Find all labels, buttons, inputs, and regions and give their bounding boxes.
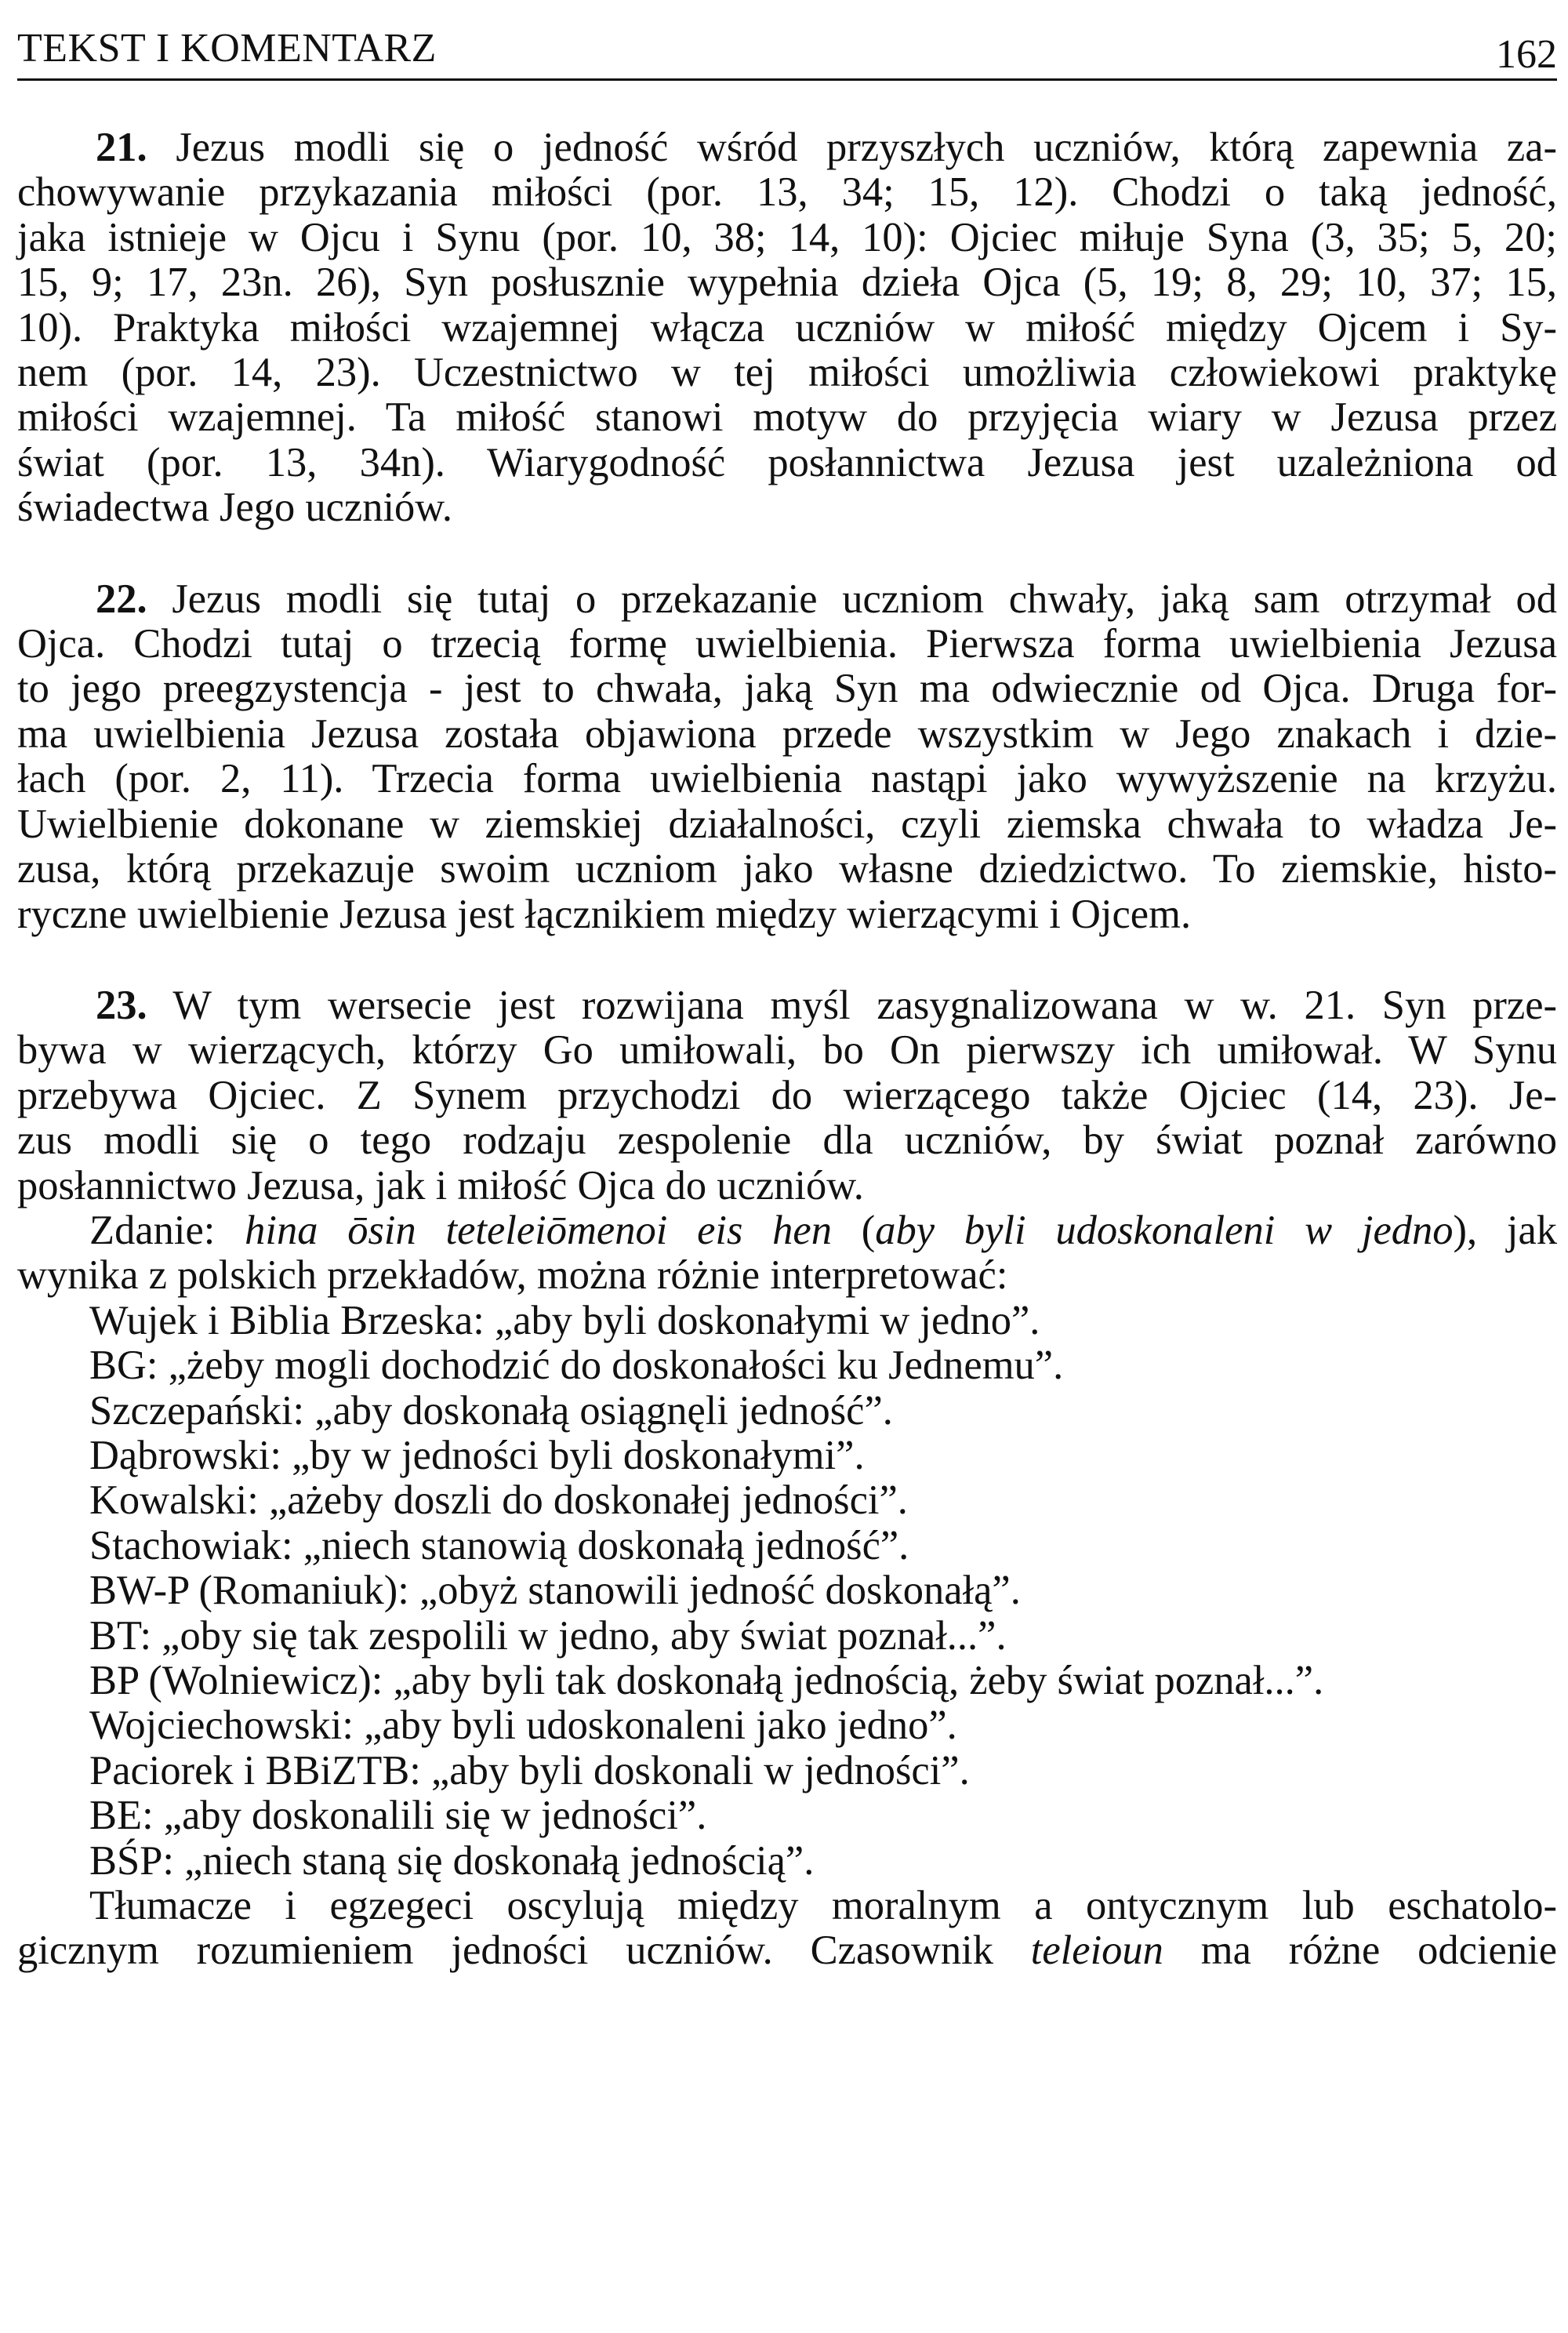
text-line: Tłumacze i egzegeci oscylują między moralnym a ontycznym lub eschatolo- [89, 1883, 1557, 1929]
translation-item: BP (Wolniewicz): „aby byli tak doskonałą jednością, żeby świat poznał...”. [89, 1658, 1324, 1703]
text-line: 10). Praktyka miłości wzajemnej włącza uczniów w miłość między Ojcem i Sy- [17, 304, 1557, 351]
verse-number: 21. [96, 125, 147, 170]
greek-phrase: hina ōsin teteleiōmenoi eis hen [245, 1207, 832, 1253]
text-line: 23. W tym wersecie jest rozwijana myśl zasygnalizowana w w. 21. Syn prze- [96, 982, 1557, 1028]
text-line: gicznym rozumieniem jedności uczniów. Czasownik teleioun ma różne odcienie [17, 1928, 1557, 1974]
text-line: Ojca. Chodzi tutaj o trzecią formę uwielbienia. Pierwsza forma uwielbienia Jezusa [17, 621, 1557, 667]
text-line: ma uwielbienia Jezusa została objawiona przede wszystkim w Jego znakach i dzie- [17, 710, 1557, 757]
translation-item: Paciorek i BBiZTB: „aby byli doskonali w jedności”. [89, 1747, 970, 1793]
text-line: nem (por. 14, 23). Uczestnictwo w tej miłości umożliwia człowiekowi praktykę [17, 350, 1557, 396]
translation-item: BG: „żeby mogli dochodzić do doskonałości ku Jednemu”. [89, 1343, 1064, 1389]
text-line: chowywanie przykazania miłości (por. 13, 34; 15, 12). Chodzi o taką jedność, [17, 169, 1557, 216]
text-line: świadectwa Jego uczniów. [17, 485, 452, 531]
text-line: 21. Jezus modli się o jedność wśród przyszłych uczniów, którą zapewnia za- [96, 125, 1557, 170]
text-line: Zdanie: hina ōsin teteleiōmenoi eis hen (aby byli udoskonaleni w jedno), jak [89, 1207, 1558, 1253]
text-line: zus modli się o tego rodzaju zespolenie dla uczniów, by świat poznał zarówno [17, 1117, 1557, 1164]
text-line: miłości wzajemnej. Ta miłość stanowi motyw do przyjęcia wiary w Jezusa przez [17, 394, 1557, 441]
translation-item: BE: „aby doskonalili się w jedności”. [89, 1793, 707, 1839]
text-line: to jego preegzystencja - jest to chwała, jaką Syn ma odwiecznie od Ojca. Druga for- [17, 666, 1557, 712]
greek-term: teleioun [1030, 1928, 1163, 1974]
page-body [17, 125, 1557, 1974]
translation-item: BŚP: „niech staną się doskonałą jednością”. [89, 1837, 815, 1884]
text-line: Uwielbienie dokonane w ziemskiej działalności, czyli ziemska chwała to władza Je- [17, 801, 1557, 847]
page-number: 162 [1496, 32, 1557, 77]
text-line: zusa, którą przekazuje swoim uczniom jako własne dziedzictwo. To ziemskie, histo- [17, 846, 1557, 892]
verse-number: 23. [96, 982, 147, 1028]
text-line: świat (por. 13, 34n). Wiarygodność posłannictwa Jezusa jest uzależniona od [17, 439, 1557, 485]
polish-phrase: aby byli udoskonaleni w jedno [875, 1207, 1454, 1253]
text-line: łach (por. 2, 11). Trzecia forma uwielbienia nastąpi jako wywyższenie na krzyżu. [17, 756, 1557, 802]
translation-item: Wujek i Biblia Brzeska: „aby byli doskonałymi w jedno”. [89, 1297, 1040, 1343]
translation-item: BT: „oby się tak zespolili w jedno, aby świat poznał...”. [89, 1612, 1007, 1659]
commentary-verse-22 [17, 577, 1557, 937]
translation-item: Wojciechowski: „aby byli udoskonaleni jako jedno”. [89, 1703, 957, 1749]
running-title: TEKST I KOMENTARZ [17, 26, 437, 71]
translation-item: Stachowiak: „niech stanowią doskonałą jedność”. [89, 1522, 909, 1568]
translation-item: Kowalski: „ażeby doszli do doskonałej jedności”. [89, 1477, 908, 1524]
commentary-verse-23 [17, 983, 1557, 1974]
commentary-verse-21 [17, 125, 1557, 531]
text-line: 15, 9; 17, 23n. 26), Syn posłusznie wypełnia dzieła Ojca (5, 19; 8, 29; 10, 37; 15, [17, 260, 1557, 306]
verse-number: 22. [96, 576, 147, 622]
translation-item: BW-P (Romaniuk): „obyż stanowili jedność doskonałą”. [89, 1568, 1021, 1614]
text-line: jaka istnieje w Ojcu i Synu (por. 10, 38; 14, 10): Ojciec miłuje Syna (3, 35; 5, 20; [17, 214, 1557, 260]
page-header [17, 22, 1557, 81]
translation-item: Szczepański: „aby doskonałą osiągnęli jedność”. [89, 1387, 893, 1434]
text-line: bywa w wierzących, którzy Go umiłowali, bo On pierwszy ich umiłował. W Synu [17, 1027, 1557, 1074]
text-line: 22. Jezus modli się tutaj o przekazanie uczniom chwały, jaką sam otrzymał od [96, 576, 1557, 622]
text-line: wynika z polskich przekładów, można różnie interpretować: [17, 1252, 1008, 1299]
translation-item: Dąbrowski: „by w jedności byli doskonałymi”. [89, 1432, 865, 1478]
text-line: ryczne uwielbienie Jezusa jest łącznikiem między wierzącymi i Ojcem. [17, 891, 1192, 937]
text-line: przebywa Ojciec. Z Synem przychodzi do wierzącego także Ojciec (14, 23). Je- [17, 1072, 1557, 1118]
text-line: posłannictwo Jezusa, jak i miłość Ojca do uczniów. [17, 1162, 864, 1208]
